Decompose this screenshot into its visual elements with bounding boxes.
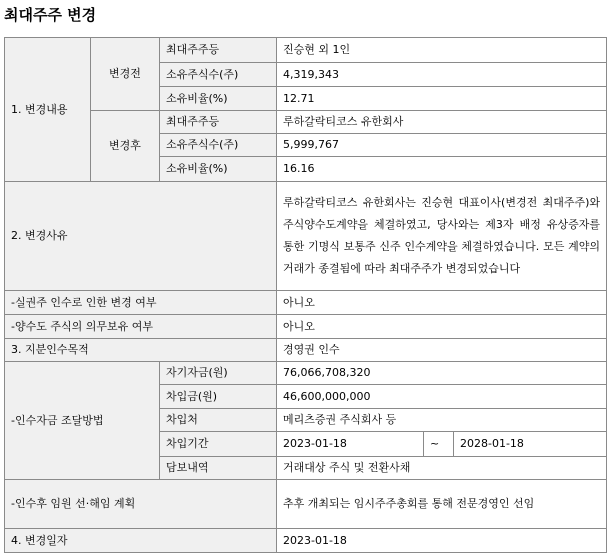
row-label: 최대주주등 <box>160 38 277 63</box>
table-row <box>5 315 607 339</box>
before-change-label: 변경전 <box>91 38 160 111</box>
page-title: 최대주주 변경 <box>4 6 97 24</box>
row-value: 거래대상 주식 및 전환사채 <box>277 457 607 480</box>
change-reason-text: 루하갈락티코스 유한회사는 진승현 대표이사(변경전 최대주주)와 주식양수도계약을 체결하였고, 당사와는 제3자 배정 유상증자를 통한 기명식 보통주 신주 인수계약을 체결하였습니다. 모든 계약의 거래가 종결됨에 따라 최대주주가 변경되었습니다 <box>277 182 607 291</box>
row-value: 진승현 외 1인 <box>277 38 607 63</box>
disclosure-table <box>4 37 607 553</box>
row-value: 아니오 <box>277 291 607 315</box>
section-change-reason-label: 2. 변경사유 <box>5 182 277 291</box>
funding-method-label: -인수자금 조달방법 <box>5 362 160 480</box>
row-value: 아니오 <box>277 315 607 339</box>
table-row <box>5 182 607 291</box>
row-label: 소유주식수(주) <box>160 63 277 87</box>
table-row <box>5 291 607 315</box>
row-value: 경영권 인수 <box>277 339 607 362</box>
row-label: -실권주 인수로 인한 변경 여부 <box>5 291 277 315</box>
row-label: 차입처 <box>160 409 277 432</box>
row-value: 16.16 <box>277 157 607 182</box>
row-value: 4,319,343 <box>277 63 607 87</box>
table-row <box>5 38 607 63</box>
row-label: 소유비율(%) <box>160 87 277 111</box>
row-value: 46,600,000,000 <box>277 385 607 409</box>
row-label: -인수후 임원 선·해임 계획 <box>5 480 277 529</box>
row-value: 5,999,767 <box>277 134 607 157</box>
table-row <box>5 480 607 529</box>
row-value: 메리츠증권 주식회사 등 <box>277 409 607 432</box>
table-row <box>5 339 607 362</box>
row-label: 차입기간 <box>160 432 277 457</box>
row-label: 차입금(원) <box>160 385 277 409</box>
row-value: 루하갈락티코스 유한회사 <box>277 111 607 134</box>
period-start: 2023-01-18 <box>277 432 424 457</box>
period-end: 2028-01-18 <box>454 432 607 457</box>
after-change-label: 변경후 <box>91 111 160 182</box>
row-label: 소유주식수(주) <box>160 134 277 157</box>
row-label: 최대주주등 <box>160 111 277 134</box>
row-label: 자기자금(원) <box>160 362 277 385</box>
change-date-value: 2023-01-18 <box>277 529 607 553</box>
table-row <box>5 362 607 385</box>
period-separator: ~ <box>424 432 454 457</box>
row-value: 12.71 <box>277 87 607 111</box>
section-change-details-label: 1. 변경내용 <box>5 38 91 182</box>
row-label: 담보내역 <box>160 457 277 480</box>
row-value: 76,066,708,320 <box>277 362 607 385</box>
section-acquisition-purpose-label: 3. 지분인수목적 <box>5 339 277 362</box>
row-label: 소유비율(%) <box>160 157 277 182</box>
section-change-date-label: 4. 변경일자 <box>5 529 277 553</box>
table-row <box>5 111 607 134</box>
table-row <box>5 529 607 553</box>
officer-plan-text: 추후 개최되는 임시주주총회를 통해 전문경영인 선임 <box>277 480 607 529</box>
row-label: -양수도 주식의 의무보유 여부 <box>5 315 277 339</box>
